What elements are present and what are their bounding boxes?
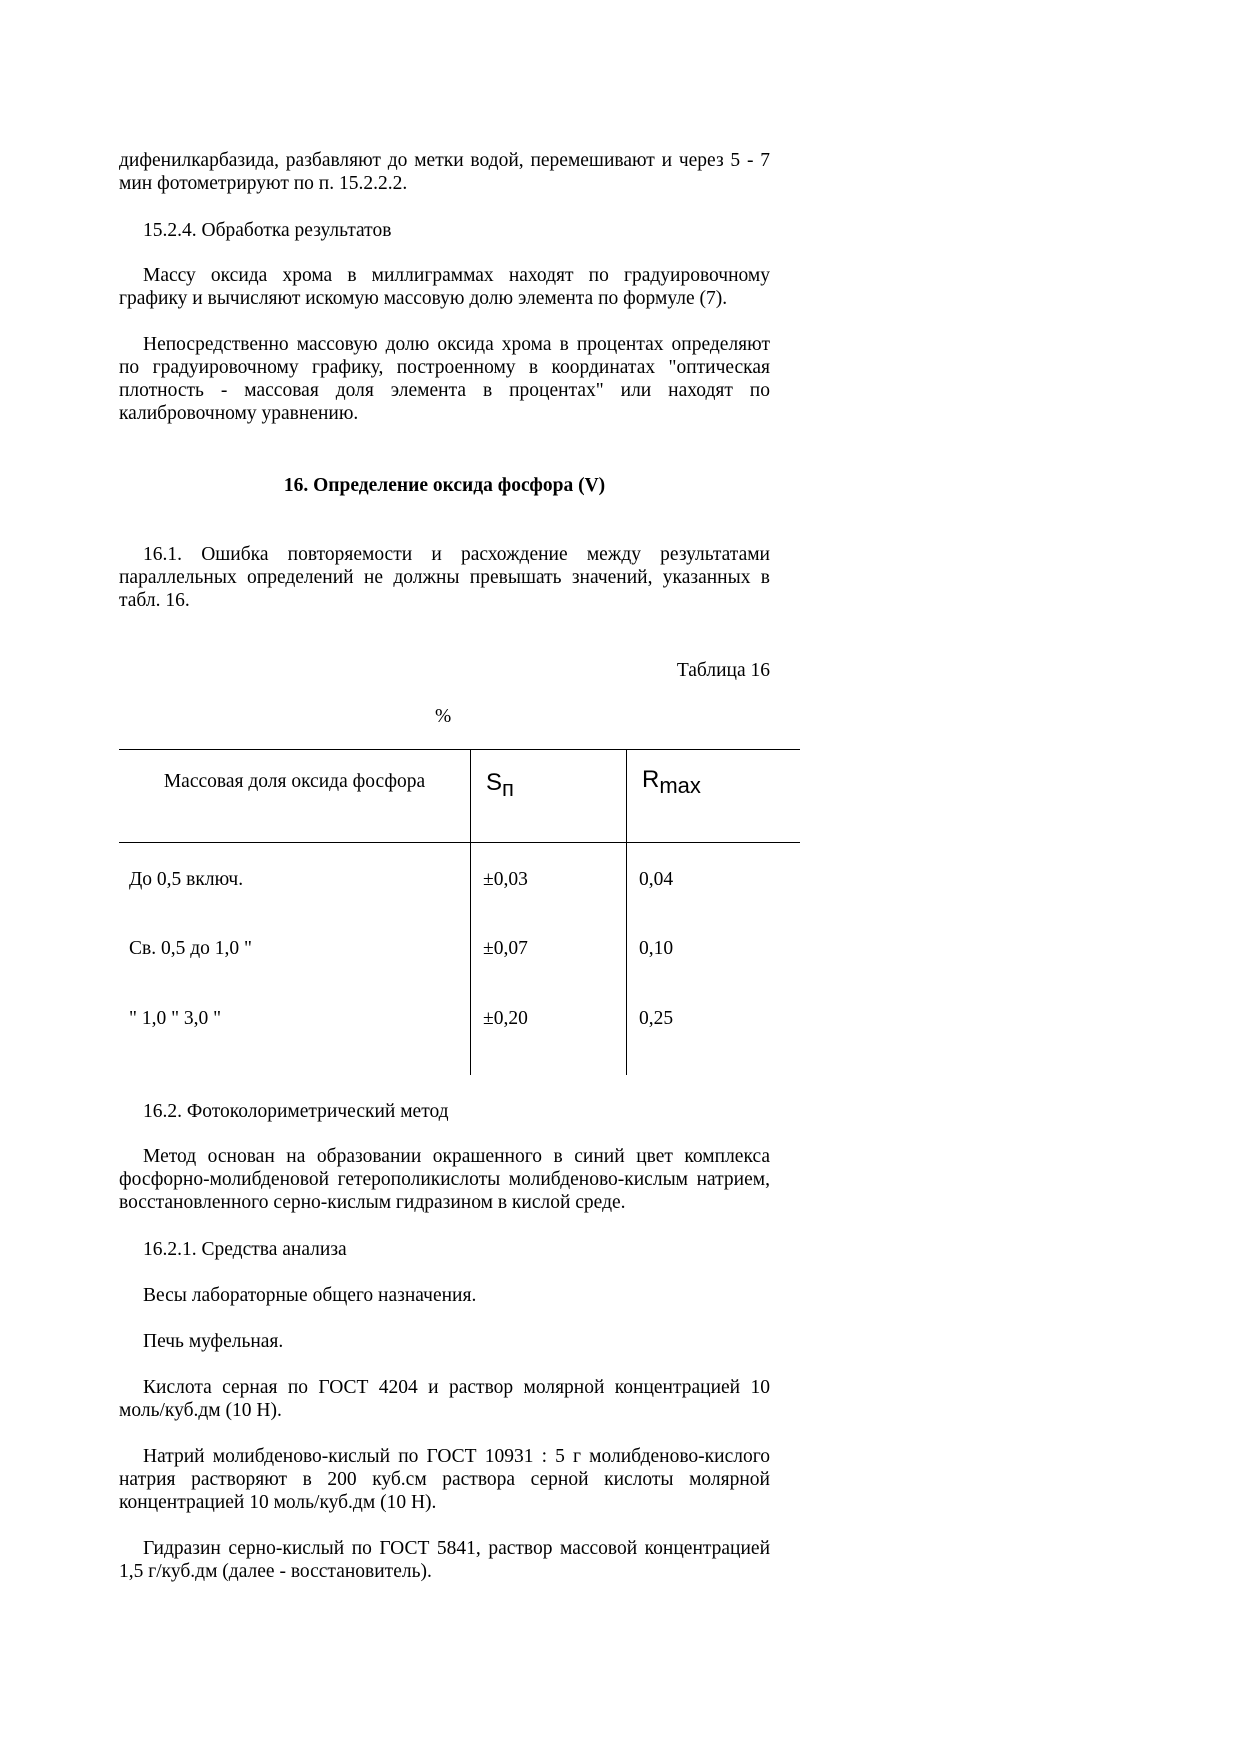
- paragraph-text: Массу оксида хрома в миллиграммах находят по градуировочному графику и вычисляют искомую массовую долю элемента по формуле (7).: [119, 265, 770, 309]
- heading-16: 16. Определение оксида фосфора (V): [283, 475, 606, 496]
- section-16-2: [119, 1100, 770, 1123]
- table-cell-r: 0,04: [639, 869, 674, 890]
- table-col-divider-2: [626, 749, 627, 1075]
- paragraph-text: 16.1. Ошибка повторяемости и расхождение между результатами параллельных определений не должны превышать значений, указанных в табл. 16.: [119, 544, 770, 611]
- paragraph-text: Непосредственно массовую долю оксида хрома в процентах определяют по градуировочному графику, построенному в координатах "оптическая плотность - массовая доля элемента в процентах" или находят по калибровочному уравнению.: [119, 334, 770, 424]
- table-header-mass-fraction: Массовая доля оксида фосфора: [163, 771, 426, 792]
- paragraph-16-1: [119, 543, 770, 612]
- section-title: 16.2.1. Средства анализа: [143, 1239, 347, 1260]
- paragraph-text: Метод основан на образовании окрашенного в синий цвет комплекса фосфорно-молибденовой гетерополикислоты молибденово-кислым натрием, восстановленного серно-кислым гидразином в кислой среде.: [119, 1146, 770, 1213]
- table-cell-s: ±0,03: [483, 869, 528, 890]
- table-header-r: [642, 768, 701, 797]
- table-cell-s: ±0,07: [483, 938, 528, 959]
- table-col-divider-1: [470, 749, 471, 1075]
- paragraph-text: Весы лабораторные общего назначения.: [143, 1285, 477, 1306]
- table-header-rule: [119, 842, 800, 843]
- paragraph-text: Гидразин серно-кислый по ГОСТ 5841, раствор массовой концентрацией 1,5 г/куб.дм (далее - восстановитель).: [119, 1538, 770, 1582]
- section-15-2-4: [119, 219, 770, 242]
- table-cell-r: 0,10: [639, 938, 674, 959]
- paragraph-text: дифенилкарбазида, разбавляют до метки водой, перемешивают и через 5 - 7 мин фотометрируют по п. 15.2.2.2.: [119, 150, 770, 194]
- section-title: 15.2.4. Обработка результатов: [143, 220, 392, 241]
- table-unit: %: [435, 706, 452, 727]
- header-symbol: S: [486, 769, 503, 796]
- paragraph-mass: [119, 264, 770, 310]
- paragraph-text: Кислота серная по ГОСТ 4204 и раствор молярной концентрацией 10 моль/куб.дм (10 Н).: [119, 1377, 770, 1421]
- table-top-rule: [119, 749, 800, 750]
- section-title: 16.2. Фотоколориметрический метод: [143, 1101, 449, 1122]
- table-cell-r: 0,25: [639, 1008, 674, 1029]
- header-symbol: R: [642, 766, 660, 793]
- table-cell-s: ±0,20: [483, 1008, 528, 1029]
- header-subscript: п: [502, 776, 514, 801]
- section-16-2-1: [119, 1238, 770, 1261]
- table-header-s: [486, 771, 514, 800]
- table-cell-range: До 0,5 включ.: [129, 869, 244, 890]
- paragraph-text: Печь муфельная.: [143, 1331, 284, 1352]
- item-acid: [119, 1376, 770, 1422]
- item-hydrazine: [119, 1537, 770, 1583]
- paragraph-direct: [119, 333, 770, 425]
- paragraph-top: [119, 149, 770, 195]
- table-cell-range: Св. 0,5 до 1,0 ": [129, 938, 252, 959]
- paragraph-text: Натрий молибденово-кислый по ГОСТ 10931 : 5 г молибденово-кислого натрия растворяют в 200 куб.см раствора серной кислоты молярной концентрацией 10 моль/куб.дм (10 Н).: [119, 1446, 770, 1513]
- table-16: [119, 749, 800, 1075]
- paragraph-method: [119, 1145, 770, 1214]
- header-subscript: max: [659, 773, 701, 798]
- item-furnace: [119, 1330, 770, 1353]
- table-caption: Таблица 16: [676, 660, 770, 681]
- table-cell-range: " 1,0 " 3,0 ": [129, 1008, 222, 1029]
- item-scales: [119, 1284, 770, 1307]
- item-sodium: [119, 1445, 770, 1514]
